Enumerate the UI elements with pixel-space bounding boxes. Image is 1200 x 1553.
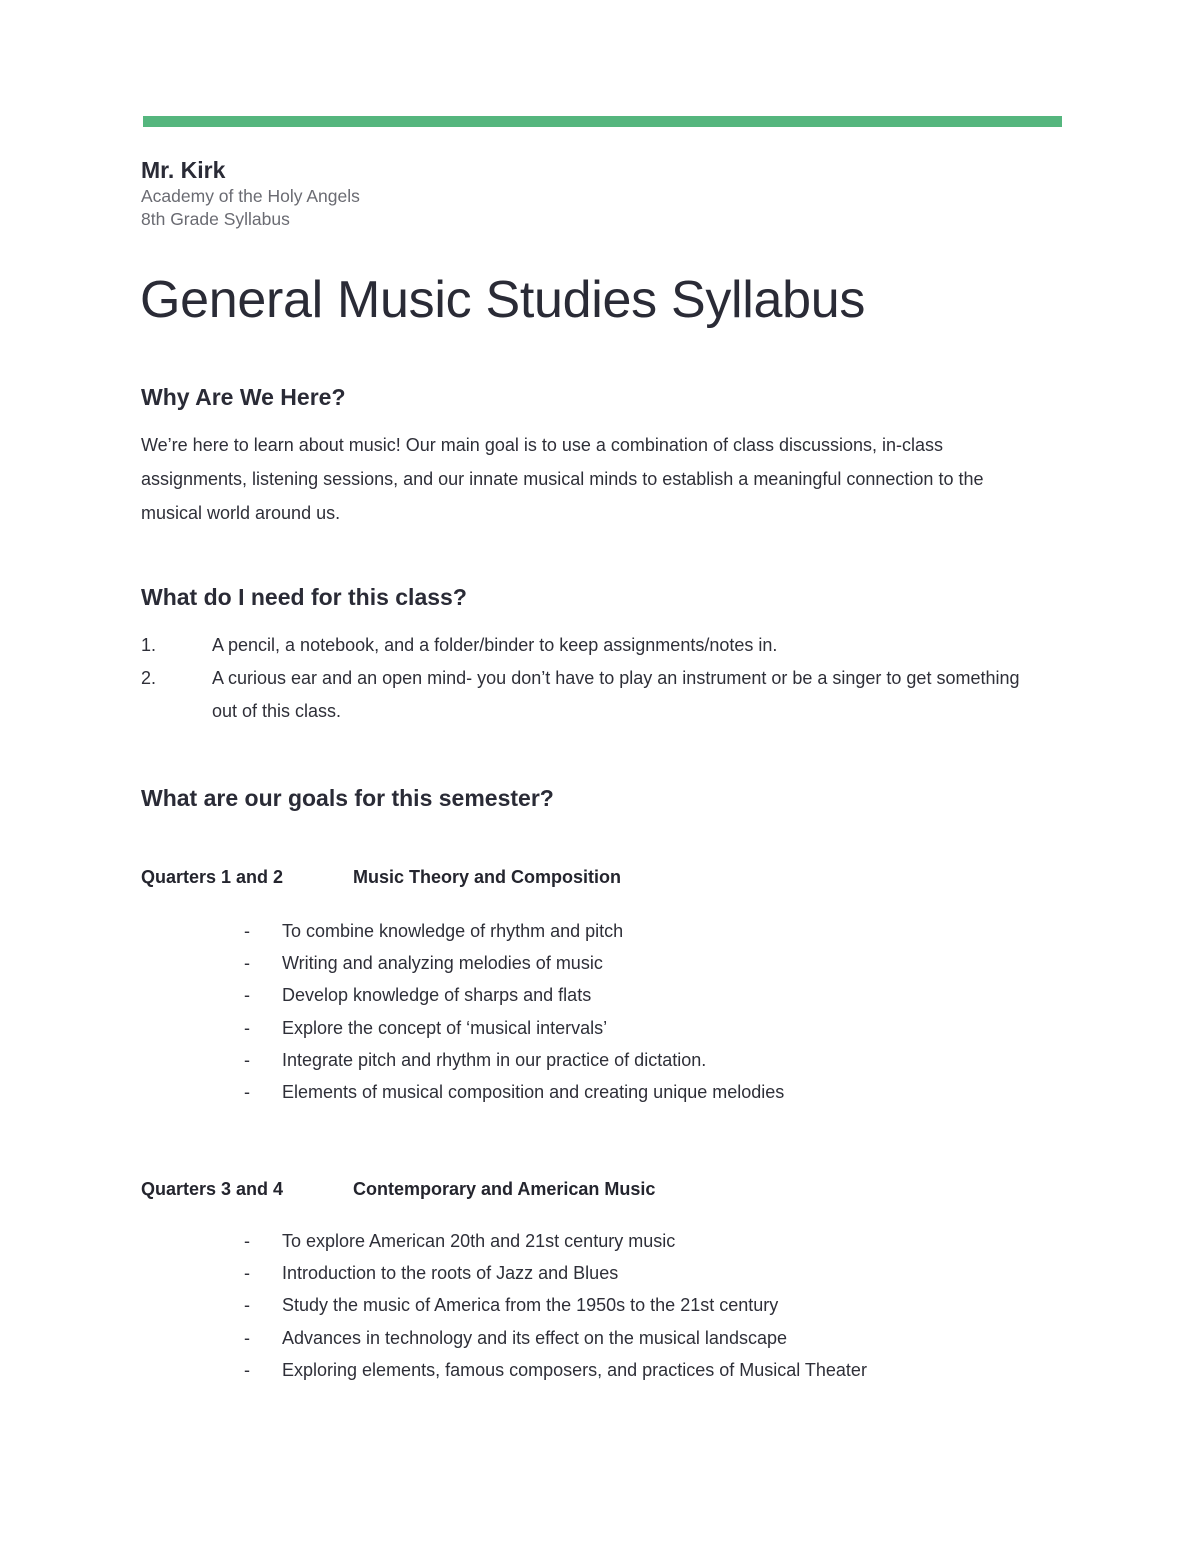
list-item xyxy=(244,1044,1044,1076)
item-text: Introduction to the roots of Jazz and Blues xyxy=(282,1263,619,1284)
item-text: Writing and analyzing melodies of music xyxy=(282,953,603,974)
list-item xyxy=(244,915,1044,947)
teacher-name: Mr. Kirk xyxy=(141,157,226,183)
quarter-label: Quarters 3 and 4 xyxy=(141,1179,284,1199)
item-text: Exploring elements, famous composers, and practices of Musical Theater xyxy=(282,1359,867,1380)
list-item xyxy=(244,1322,1044,1354)
dash-bullet: - xyxy=(244,985,250,1006)
dash-bullet: - xyxy=(244,1295,250,1316)
dash-bullet: - xyxy=(244,953,250,974)
dash-bullet: - xyxy=(244,1263,250,1284)
item-text: Study the music of America from the 1950s to the 21st century xyxy=(282,1295,779,1316)
item-number: 2. xyxy=(141,668,157,688)
quarter-heading xyxy=(141,865,621,889)
list-item xyxy=(244,1354,1044,1386)
page-title: General Music Studies Syllabus xyxy=(140,271,866,329)
dash-bullet: - xyxy=(244,1049,250,1070)
item-text: To explore American 20th and 21st century music xyxy=(282,1231,676,1251)
item-text: Elements of musical composition and creating unique melodies xyxy=(282,1082,785,1103)
dash-bullet: - xyxy=(244,1017,250,1038)
dash-bullet: - xyxy=(244,1327,250,1348)
quarter-topic: Contemporary and American Music xyxy=(353,1179,656,1199)
list-item xyxy=(244,1257,1044,1289)
school-name: Academy of the Holy Angels xyxy=(141,186,360,206)
goals-heading: What are our goals for this semester? xyxy=(141,785,554,811)
grade-label: 8th Grade Syllabus xyxy=(141,209,290,229)
item-text: Develop knowledge of sharps and flats xyxy=(282,985,592,1006)
needs-list xyxy=(141,629,1046,728)
list-item xyxy=(244,1289,1044,1321)
accent-rule xyxy=(143,116,1062,127)
quarter-label: Quarters 1 and 2 xyxy=(141,867,284,887)
why-heading: Why Are We Here? xyxy=(141,384,346,410)
item-number: 1. xyxy=(141,635,157,655)
list-item xyxy=(244,979,1044,1011)
list-item xyxy=(141,629,1046,662)
item-text: A curious ear and an open mind- you don’t have to play an instrument or be a singer to get something out of this class. xyxy=(212,668,1020,721)
needs-heading: What do I need for this class? xyxy=(141,584,467,610)
quarter-goals-list xyxy=(244,1225,1044,1386)
why-body: We’re here to learn about music! Our main goal is to use a combination of class discussions, in-class assignments, listening sessions, and our innate musical minds to establish a meaningful connection to the musical world around us. xyxy=(141,435,984,523)
quarter-heading xyxy=(141,1177,655,1201)
quarter-topic: Music Theory and Composition xyxy=(353,867,622,887)
dash-bullet: - xyxy=(244,1359,250,1380)
list-item xyxy=(244,1012,1044,1044)
item-text: Integrate pitch and rhythm in our practice of dictation. xyxy=(282,1049,707,1070)
list-item xyxy=(244,1076,1044,1108)
quarter-goals-list xyxy=(244,915,1044,1108)
item-text: Explore the concept of ‘musical intervals’ xyxy=(282,1017,608,1038)
list-item xyxy=(244,1225,1044,1257)
dash-bullet: - xyxy=(244,921,250,941)
list-item xyxy=(141,662,1046,728)
dash-bullet: - xyxy=(244,1231,250,1251)
list-item xyxy=(244,947,1044,979)
dash-bullet: - xyxy=(244,1082,250,1103)
item-text: To combine knowledge of rhythm and pitch xyxy=(282,921,624,941)
item-text: Advances in technology and its effect on the musical landscape xyxy=(282,1327,787,1348)
item-text: A pencil, a notebook, and a folder/binder to keep assignments/notes in. xyxy=(212,635,778,655)
document-header xyxy=(141,155,360,231)
